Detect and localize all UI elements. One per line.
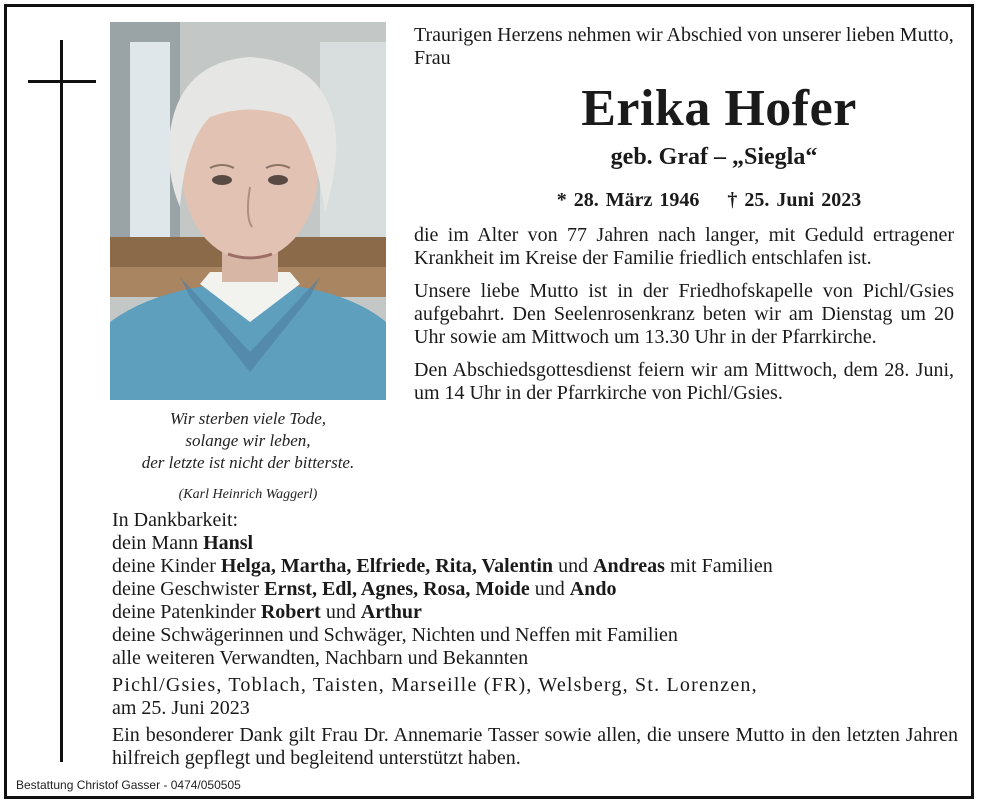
cross-icon <box>60 40 63 762</box>
paragraph-passing: die im Alter von 77 Jahren nach langer, mit Geduld ertragener Krankheit im Kreise der Familie friedlich entschlafen ist. <box>414 224 954 269</box>
deceased-name: Erika Hofer <box>581 80 857 137</box>
quote-line: solange wir leben, <box>185 431 311 450</box>
quote-block <box>108 408 388 506</box>
date-line: am 25. Juni 2023 <box>112 697 250 719</box>
paragraph-wake: Unsere liebe Mutto ist in der Friedhofskapelle von Pichl/Gsies aufgebahrt. Den Seelenrosenkranz beten wir am Dienstag um 20 Uhr sowie am Mittwoch um 13.30 Uhr in der Pfarrkirche. <box>414 280 954 348</box>
mourner-line-godchildren: deine Patenkinder Robert und Arthur <box>112 601 422 623</box>
announcement <box>414 24 954 405</box>
mourners-block <box>112 509 958 770</box>
quote-line: Wir sterben viele Tode, <box>169 409 327 428</box>
birth-date: * 28. März 1946 <box>556 189 700 211</box>
mourner-line-siblings: deine Geschwister Ernst, Edl, Agnes, Rosa, Moide und Ando <box>112 578 617 600</box>
mourner-line-husband: dein Mann Hansl <box>112 532 254 554</box>
gratitude-intro: In Dankbarkeit: <box>112 509 239 531</box>
life-dates <box>414 188 954 212</box>
mourner-line-inlaws: deine Schwägerinnen und Schwäger, Nichten und Neffen mit Familien <box>112 624 678 646</box>
mourner-line-children: deine Kinder Helga, Martha, Elfriede, Rita, Valentin und Andreas mit Familien <box>112 555 773 577</box>
portrait-photo <box>110 22 386 400</box>
paragraph-funeral: Den Abschiedsgottesdienst feiern wir am Mittwoch, dem 28. Juni, um 14 Uhr in der Pfarrkirche von Pichl/Gsies. <box>414 359 954 404</box>
quote-author: (Karl Heinrich Waggerl) <box>178 487 318 502</box>
mourner-line-relatives: alle weiteren Verwandten, Nachbarn und Bekannten <box>112 647 529 669</box>
thanks-text: Ein besonderer Dank gilt Frau Dr. Annemarie Tasser sowie allen, die unsere Mutto in den letzten Jahren hilfreich gepflegt und begleitend unterstützt haben. <box>112 724 958 769</box>
quote-line: der letzte ist nicht der bitterste. <box>141 453 355 472</box>
death-date: † 25. Juni 2023 <box>727 189 862 211</box>
funeral-home-credit: Bestattung Christof Gasser - 0474/050505 <box>16 778 241 792</box>
places-line: Pichl/Gsies, Toblach, Taisten, Marseille (FR), Welsberg, St. Lorenzen, <box>112 674 758 696</box>
maiden-name: geb. Graf – „Siegla“ <box>610 144 818 170</box>
cross-icon-bar <box>28 80 96 83</box>
intro-text: Traurigen Herzens nehmen wir Abschied von unserer lieben Mutto, Frau <box>414 24 954 69</box>
